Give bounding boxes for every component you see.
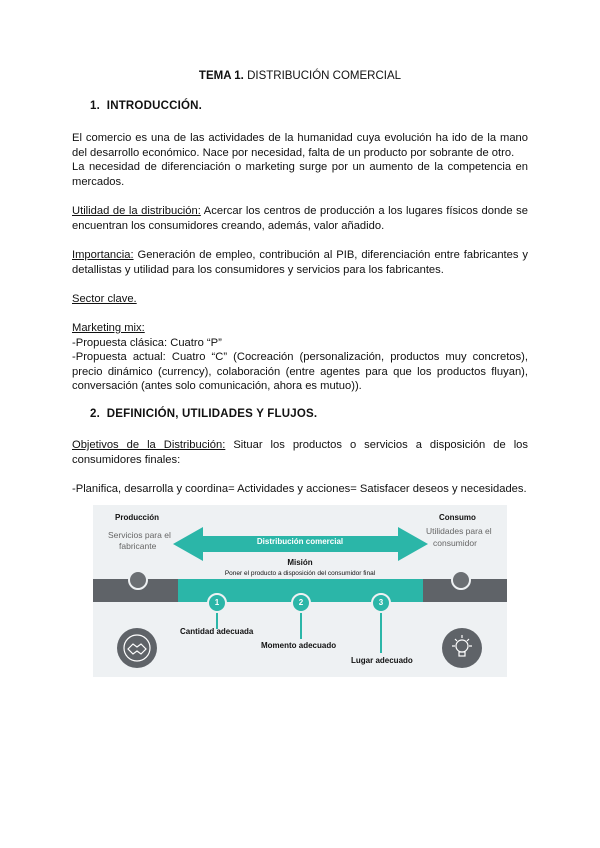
utilidad-paragraph — [72, 204, 528, 233]
objetivos-text: Situar los productos o servicios a disposición de los consumidores finales: — [72, 439, 528, 466]
right-title: Consumo — [439, 513, 476, 522]
title-bold: TEMA 1. — [198, 70, 244, 82]
right-sub-1: Utilidades para el — [426, 526, 492, 536]
objetivos-label: Objetivos de la Distribución: — [72, 439, 226, 451]
handshake-icon — [117, 628, 157, 668]
step-1-node: 1 — [207, 593, 227, 613]
objetivos-paragraph — [72, 438, 528, 467]
marketing-line-1: -Propuesta clásica: Cuatro “P” — [72, 336, 222, 349]
step-2-node: 2 — [291, 593, 311, 613]
section-1-title: INTRODUCCIÓN. — [106, 100, 203, 112]
step-3-label: Lugar adecuado — [351, 656, 413, 665]
title-rest: DISTRIBUCIÓN COMERCIAL — [243, 70, 402, 82]
section-2-title: DEFINICIÓN, UTILIDADES Y FLUJOS. — [106, 408, 318, 420]
utilidad-label: Utilidad de la distribución: — [72, 205, 201, 217]
planifica-line: -Planifica, desarrolla y coordina= Actividades y acciones= Satisfacer deseos y necesidades. — [72, 483, 527, 495]
left-end-circle — [128, 570, 148, 590]
importancia-label: Importancia: — [72, 249, 134, 261]
mision-label: Misión — [287, 558, 313, 567]
right-end-circle — [451, 570, 471, 590]
arrow-label: Distribución comercial — [256, 537, 344, 546]
intro-paragraph-2: La necesidad de diferenciación o marketing surge por un aumento de la competencia en mercados. — [72, 161, 528, 188]
section-2-number: 2. — [90, 408, 100, 420]
section-1-number: 1. — [90, 100, 100, 112]
left-title: Producción — [115, 513, 160, 522]
intro-paragraph-1: El comercio es una de las actividades de la humanidad cuya evolución ha ido de la mano del desarrollo económico. Nace por necesidad, falta de un producto por sobrante de otro. — [72, 132, 528, 159]
mision-description: Poner el producto a disposición del consumidor final — [224, 570, 376, 577]
importancia-paragraph — [72, 248, 528, 277]
marketing-label: Marketing mix: — [72, 322, 145, 334]
sector-clave — [72, 292, 528, 307]
distribution-figure — [93, 505, 507, 677]
right-sub-2: consumidor — [433, 538, 477, 548]
marketing-line-2: -Propuesta actual: Cuatro “C” (Cocreación (personalización, productos muy concretos), precio dinámico (currency), colaboración (entre agentes para que los productos fluyan), conversación (antes solo comunicación, ahora es mutuo)). — [72, 351, 528, 393]
marketing-mix — [72, 321, 528, 394]
left-sub-1: Servicios para el — [108, 530, 171, 540]
step-3-node: 3 — [371, 593, 391, 613]
step-2-label: Momento adecuado — [261, 641, 337, 650]
document-title — [0, 70, 600, 82]
section-1-heading — [90, 100, 202, 112]
sector-label: Sector clave. — [72, 293, 137, 305]
utilidad-text: Acercar los centros de producción a los lugares físicos donde se encuentran los consumidores creando, además, valor añadido. — [72, 205, 528, 232]
left-sub-2: fabricante — [119, 541, 157, 551]
section-2-heading — [90, 408, 317, 420]
importancia-text: Generación de empleo, contribución al PIB, diferenciación entre fabricantes y detallistas y utilidad para los consumidores y servicios para los fabricantes. — [72, 249, 528, 276]
lightbulb-icon — [442, 628, 482, 668]
step-1-label: Cantidad adecuada — [180, 627, 254, 636]
